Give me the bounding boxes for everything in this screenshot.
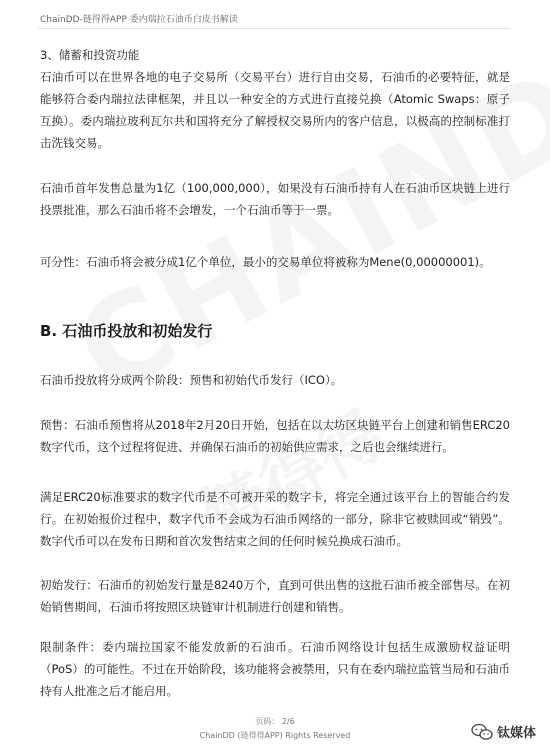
section-3-paragraph-2: 石油币首年发售总量为1亿（100,000,000），如果没有石油币持有人在石油币区块链上进行投票批准，那么石油币将不会增发，一个石油币等于一票。 [40, 181, 510, 217]
brand-name: 钛媒体 [496, 726, 536, 741]
section-b-paragraph-4: 初始发行：石油币的初始发行量是8240万个，直到可供出售的这批石油币被全部售尽。在初始销售期间，石油币将按照区块链审计机制进行创建和销售。 [40, 578, 510, 614]
section-b-paragraph-2: 预售：石油币预售将从2018年2月20日开始，包括在以太坊区块链平台上创建和销售ERC20数字代币，这个过程将促进、并确保石油币的初始供应需求，之后也会继续进行。 [40, 418, 510, 454]
section-b-paragraph-1: 石油币投放将分成两个阶段：预售和初始代币发行（ICO）。 [40, 373, 343, 387]
section-3-heading: 3、储蓄和投资功能 [40, 48, 140, 62]
footer-copyright: ChainDD (链得得APP) Rights Reserved [199, 731, 351, 740]
section-b-paragraph-3: 满足ERC20标准要求的数字代币是不可被开采的数字卡，将完全通过该平台上的智能合约发行。在初始报价过程中，数字代币不会成为石油币网络的一部分，除非它被赎回或“销毁”。数字代币可以在发布日期和首次发售结束之间的任何时候兑换成石油币。 [40, 490, 510, 548]
section-b-heading: B. 石油币投放和初始发行 [40, 322, 213, 340]
brand-watermark [471, 722, 536, 741]
header-divider [38, 28, 510, 29]
page-header: ChainDD-链得得APP 委内瑞拉石油币白皮书解读 [40, 15, 238, 25]
page-number: 页码： 2/6 [255, 717, 295, 726]
section-b-paragraph-5: 限制条件：委内瑞拉国家不能发放新的石油币。石油币网络设计包括生成激励权益证明（PoS）的可能性。不过在开始阶段，该功能将会被禁用，只有在委内瑞拉监管当局和石油币持有人批准之后才能启用。 [40, 640, 510, 698]
section-3-paragraph-1: 石油币可以在世界各地的电子交易所（交易平台）进行自由交易，石油币的必要特征，就是能够符合委内瑞拉法律框架，并且以一种安全的方式进行直接兑换（Atomic Swaps：原子互换）。委内瑞拉玻利瓦尔共和国将充分了解授权交易所内的客户信息，以极高的控制标准打击洗钱交易。 [40, 70, 510, 150]
wechat-chat-icon [471, 723, 493, 741]
section-3-paragraph-3: 可分性：石油币将会被分成1亿个单位，最小的交易单位将被称为Mene(0,00000001)。 [40, 255, 491, 269]
